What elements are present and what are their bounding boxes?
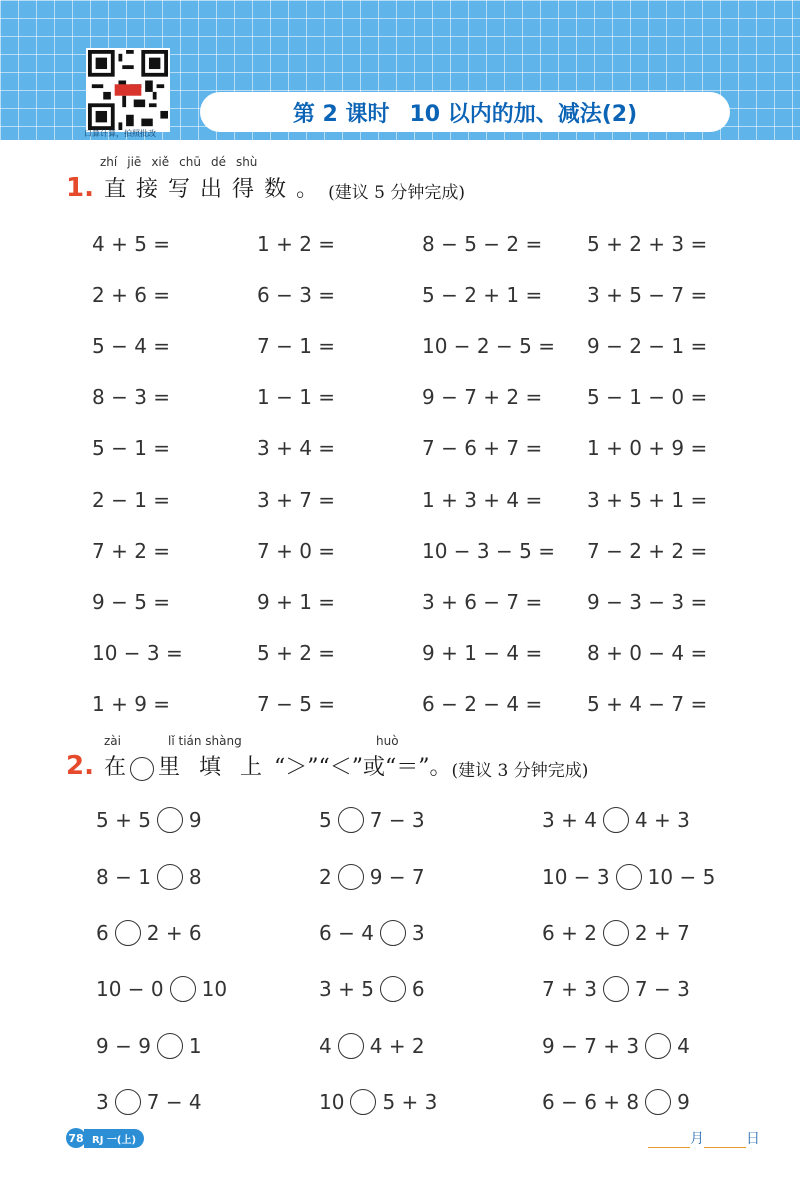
q1-instruction-char: 接 bbox=[135, 177, 168, 202]
right-expression: 10 − 5 bbox=[647, 864, 716, 889]
left-expression: 10 − 0 bbox=[96, 977, 164, 1002]
comparison-problem bbox=[542, 864, 765, 890]
arithmetic-problem[interactable]: 1 + 2 = bbox=[257, 231, 336, 256]
comparison-problem bbox=[96, 920, 319, 946]
arithmetic-problem[interactable]: 10 − 3 = bbox=[92, 641, 183, 666]
q2-row bbox=[96, 848, 776, 904]
arithmetic-problem[interactable]: 5 − 2 + 1 = bbox=[422, 282, 543, 307]
arithmetic-problem[interactable]: 9 − 3 − 3 = bbox=[587, 589, 708, 614]
left-expression: 7 + 3 bbox=[542, 977, 597, 1002]
comparison-problem bbox=[542, 1089, 765, 1115]
q2-heading bbox=[66, 750, 588, 781]
right-expression: 3 bbox=[411, 920, 425, 945]
arithmetic-problem[interactable]: 2 − 1 = bbox=[92, 487, 171, 512]
right-expression: 9 − 7 bbox=[369, 864, 425, 889]
q1-pinyin-syllable: xiě bbox=[151, 155, 170, 169]
q2-pinyin-huo: huò bbox=[376, 734, 399, 748]
answer-circle[interactable] bbox=[380, 920, 406, 946]
left-expression: 4 bbox=[319, 1033, 332, 1058]
month-blank[interactable] bbox=[648, 1133, 690, 1148]
day-blank[interactable] bbox=[704, 1133, 746, 1148]
arithmetic-problem[interactable]: 6 − 2 − 4 = bbox=[422, 692, 543, 717]
lesson-topic: 10 以内的加、减法(2) bbox=[409, 101, 638, 127]
q1-row bbox=[92, 628, 752, 679]
left-expression: 2 bbox=[319, 864, 332, 889]
answer-circle[interactable] bbox=[645, 1089, 671, 1115]
arithmetic-problem[interactable]: 5 + 2 + 3 = bbox=[587, 231, 708, 256]
answer-circle[interactable] bbox=[115, 920, 141, 946]
arithmetic-problem[interactable]: 7 − 5 = bbox=[257, 692, 336, 717]
qr-caption: 口算计算，拍照批改 bbox=[84, 129, 156, 138]
comparison-problem bbox=[542, 807, 765, 833]
q1-pinyin-syllable: shù bbox=[235, 155, 258, 169]
q1-instruction-char: 。 bbox=[296, 177, 329, 202]
answer-circle[interactable] bbox=[338, 864, 364, 890]
arithmetic-problem[interactable]: 5 − 4 = bbox=[92, 333, 171, 358]
answer-circle[interactable] bbox=[170, 976, 196, 1002]
arithmetic-problem[interactable]: 3 + 4 = bbox=[257, 436, 336, 461]
month-label: 月 bbox=[690, 1131, 704, 1147]
arithmetic-problem[interactable]: 5 − 1 = bbox=[92, 436, 171, 461]
right-expression: 8 bbox=[188, 864, 202, 889]
comparison-problem bbox=[96, 807, 319, 833]
q2-row bbox=[96, 961, 776, 1017]
right-expression: 2 + 6 bbox=[146, 920, 202, 945]
q1-row bbox=[92, 320, 752, 371]
q2-symbols: “＞”“＜” bbox=[273, 755, 363, 780]
answer-circle[interactable] bbox=[157, 807, 183, 833]
arithmetic-problem[interactable]: 1 + 9 = bbox=[92, 692, 171, 717]
arithmetic-problem[interactable]: 3 + 5 + 1 = bbox=[587, 487, 708, 512]
left-expression: 9 − 9 bbox=[96, 1033, 151, 1058]
q1-row bbox=[92, 576, 752, 627]
answer-circle[interactable] bbox=[603, 807, 629, 833]
arithmetic-problem[interactable]: 2 + 6 = bbox=[92, 282, 171, 307]
day-label: 日 bbox=[746, 1131, 760, 1147]
q1-problem-grid bbox=[92, 218, 752, 730]
answer-circle[interactable] bbox=[603, 976, 629, 1002]
answer-circle[interactable] bbox=[350, 1089, 376, 1115]
left-expression: 6 bbox=[96, 920, 109, 945]
left-expression: 6 − 4 bbox=[319, 920, 374, 945]
arithmetic-problem[interactable]: 7 − 2 + 2 = bbox=[587, 538, 708, 563]
q1-instruction-char: 直 bbox=[103, 177, 136, 202]
lesson-number: 第 2 课时 bbox=[292, 101, 390, 127]
right-expression: 10 bbox=[201, 977, 228, 1002]
qr-code bbox=[86, 48, 170, 132]
answer-circle[interactable] bbox=[115, 1089, 141, 1115]
q2-text-c: 或 bbox=[362, 755, 385, 780]
arithmetic-problem[interactable]: 7 + 2 = bbox=[92, 538, 171, 563]
answer-circle[interactable] bbox=[616, 864, 642, 890]
left-expression: 6 + 2 bbox=[542, 920, 597, 945]
q1-pinyin-syllable: zhí bbox=[100, 155, 118, 169]
comparison-problem bbox=[319, 1089, 542, 1115]
left-expression: 10 − 3 bbox=[542, 864, 610, 889]
comparison-problem bbox=[319, 864, 542, 890]
left-expression: 5 bbox=[319, 808, 332, 833]
left-expression: 3 + 5 bbox=[319, 977, 374, 1002]
comparison-problem bbox=[96, 976, 319, 1002]
q2-pinyin-zai: zài bbox=[104, 734, 121, 748]
q2-row bbox=[96, 1018, 776, 1074]
arithmetic-problem[interactable]: 9 − 7 + 2 = bbox=[422, 385, 543, 410]
q2-text-a: 在 bbox=[103, 755, 126, 780]
left-expression: 6 − 6 + 8 bbox=[542, 1090, 640, 1115]
arithmetic-problem[interactable]: 7 − 1 = bbox=[257, 333, 336, 358]
right-expression: 2 + 7 bbox=[634, 920, 690, 945]
arithmetic-problem[interactable]: 5 + 2 = bbox=[257, 641, 336, 666]
q1-row bbox=[92, 218, 752, 269]
right-expression: 7 − 4 bbox=[146, 1090, 202, 1115]
comparison-problem bbox=[542, 1033, 765, 1059]
arithmetic-problem[interactable]: 1 + 3 + 4 = bbox=[422, 487, 543, 512]
q2-row bbox=[96, 792, 776, 848]
right-expression: 9 bbox=[677, 1090, 690, 1115]
arithmetic-problem[interactable]: 7 − 6 + 7 = bbox=[422, 436, 543, 461]
q2-text-d: “＝”。 bbox=[385, 755, 452, 780]
q2-number: 2. bbox=[66, 751, 94, 781]
q2-compare-grid bbox=[96, 792, 776, 1130]
q1-instruction bbox=[104, 172, 328, 203]
circle-blank-icon bbox=[130, 757, 154, 781]
q1-row bbox=[92, 269, 752, 320]
left-expression: 5 + 5 bbox=[96, 808, 151, 833]
comparison-problem bbox=[96, 864, 319, 890]
answer-circle[interactable] bbox=[603, 920, 629, 946]
arithmetic-problem[interactable]: 8 + 0 − 4 = bbox=[587, 641, 708, 666]
answer-circle[interactable] bbox=[157, 1033, 183, 1059]
arithmetic-problem[interactable]: 8 − 3 = bbox=[92, 385, 171, 410]
right-expression: 7 − 3 bbox=[369, 808, 425, 833]
left-expression: 10 bbox=[319, 1090, 345, 1115]
arithmetic-problem[interactable]: 3 + 6 − 7 = bbox=[422, 589, 543, 614]
q1-hint: (建议 5 分钟完成) bbox=[328, 183, 465, 203]
arithmetic-problem[interactable]: 10 − 3 − 5 = bbox=[422, 538, 555, 563]
q1-row bbox=[92, 679, 752, 730]
q1-pinyin-syllable: jiē bbox=[127, 155, 142, 169]
comparison-problem bbox=[319, 1033, 542, 1059]
q2-row bbox=[96, 905, 776, 961]
arithmetic-problem[interactable]: 3 + 5 − 7 = bbox=[587, 282, 708, 307]
arithmetic-problem[interactable]: 5 − 1 − 0 = bbox=[587, 385, 708, 410]
answer-circle[interactable] bbox=[380, 976, 406, 1002]
q2-row bbox=[96, 1074, 776, 1130]
arithmetic-problem[interactable]: 1 + 0 + 9 = bbox=[587, 436, 708, 461]
q1-pinyin-syllable: dé bbox=[210, 155, 226, 169]
left-expression: 8 − 1 bbox=[96, 864, 151, 889]
answer-circle[interactable] bbox=[645, 1033, 671, 1059]
right-expression: 5 + 3 bbox=[382, 1090, 438, 1115]
q1-pinyin bbox=[100, 155, 267, 169]
comparison-problem bbox=[542, 976, 765, 1002]
comparison-problem bbox=[319, 920, 542, 946]
q1-instruction-char: 得 bbox=[232, 177, 265, 202]
arithmetic-problem[interactable]: 9 − 5 = bbox=[92, 589, 171, 614]
q1-heading bbox=[66, 172, 465, 203]
right-expression: 4 + 3 bbox=[634, 808, 690, 833]
arithmetic-problem[interactable]: 3 + 7 = bbox=[257, 487, 336, 512]
right-expression: 4 bbox=[677, 1033, 690, 1058]
page-number: 78 bbox=[66, 1128, 86, 1148]
arithmetic-problem[interactable]: 10 − 2 − 5 = bbox=[422, 333, 555, 358]
comparison-problem bbox=[96, 1033, 319, 1059]
left-expression: 3 bbox=[96, 1090, 109, 1115]
q1-instruction-char: 数 bbox=[264, 177, 297, 202]
q2-text-b: 里 填 上 bbox=[157, 755, 268, 780]
comparison-problem bbox=[319, 807, 542, 833]
q2-pinyin-li-tian-shang: lǐ tián shàng bbox=[168, 734, 242, 748]
q1-instruction-char: 写 bbox=[168, 177, 201, 202]
arithmetic-problem[interactable]: 5 + 4 − 7 = bbox=[587, 692, 708, 717]
right-expression: 4 + 2 bbox=[369, 1033, 425, 1058]
arithmetic-problem[interactable]: 9 + 1 = bbox=[257, 589, 336, 614]
arithmetic-problem[interactable]: 6 − 3 = bbox=[257, 282, 336, 307]
date-field bbox=[648, 1128, 760, 1148]
answer-circle[interactable] bbox=[338, 807, 364, 833]
comparison-problem bbox=[542, 920, 765, 946]
q1-row bbox=[92, 474, 752, 525]
arithmetic-problem[interactable]: 8 − 5 − 2 = bbox=[422, 231, 543, 256]
left-expression: 3 + 4 bbox=[542, 808, 597, 833]
left-expression: 9 − 7 + 3 bbox=[542, 1033, 640, 1058]
answer-circle[interactable] bbox=[157, 864, 183, 890]
arithmetic-problem[interactable]: 4 + 5 = bbox=[92, 231, 171, 256]
right-expression: 7 − 3 bbox=[634, 977, 690, 1002]
q1-number: 1. bbox=[66, 173, 94, 203]
right-expression: 6 bbox=[411, 977, 425, 1002]
comparison-problem bbox=[319, 976, 542, 1002]
arithmetic-problem[interactable]: 9 + 1 − 4 = bbox=[422, 641, 543, 666]
q2-hint: (建议 3 分钟完成) bbox=[451, 761, 589, 781]
answer-circle[interactable] bbox=[338, 1033, 364, 1059]
right-expression: 9 bbox=[188, 808, 202, 833]
arithmetic-problem[interactable]: 7 + 0 = bbox=[257, 538, 336, 563]
q1-row bbox=[92, 372, 752, 423]
lesson-title bbox=[200, 92, 730, 132]
arithmetic-problem[interactable]: 9 − 2 − 1 = bbox=[587, 333, 708, 358]
q1-instruction-char: 出 bbox=[200, 177, 233, 202]
q1-row bbox=[92, 423, 752, 474]
comparison-problem bbox=[96, 1089, 319, 1115]
arithmetic-problem[interactable]: 1 − 1 = bbox=[257, 385, 336, 410]
edition-label: RJ 一(上) bbox=[84, 1129, 144, 1148]
page-badge bbox=[66, 1128, 144, 1148]
right-expression: 1 bbox=[188, 1033, 202, 1058]
q1-pinyin-syllable: chū bbox=[179, 155, 201, 169]
q1-row bbox=[92, 525, 752, 576]
